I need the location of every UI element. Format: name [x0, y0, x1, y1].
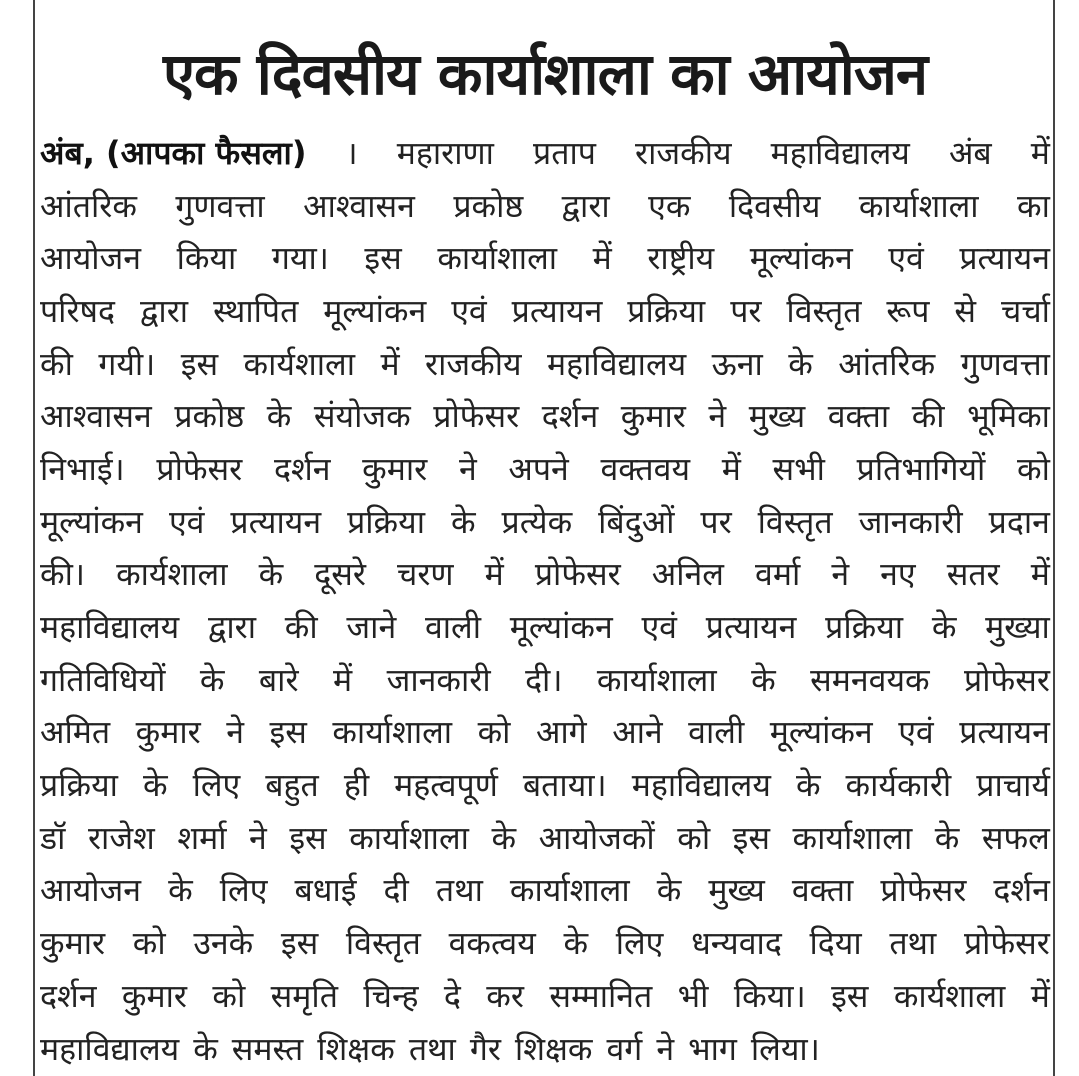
article-word: वाली [688, 713, 745, 752]
article-word: कार्यशाला [893, 976, 1006, 1015]
article-line [40, 126, 1050, 179]
article-word: में [721, 449, 741, 488]
article-word: को [677, 818, 711, 857]
article-word: तथा [889, 924, 937, 963]
article-word: कार्याशाला [349, 818, 469, 857]
article-word: डॉ [40, 818, 66, 857]
article-word: महाविद्यालय [631, 766, 771, 805]
article-word: कार्यशाला [116, 555, 228, 594]
article-word: को [132, 924, 166, 963]
article-word: आंतरिक [838, 344, 936, 383]
article-word: भाग [688, 1029, 737, 1068]
article-word: चर्चा [1001, 291, 1050, 330]
article-word: इस [280, 924, 319, 963]
article-word: विस्तृत [757, 502, 833, 541]
article-word: कार्याशाला [858, 186, 979, 225]
article-line [40, 969, 1050, 1022]
article-word: गया। [271, 239, 329, 278]
article-word: को [477, 713, 511, 752]
article-line [40, 495, 1050, 548]
article-line [40, 337, 1050, 390]
article-word: आश्वासन [40, 397, 152, 436]
article-word: की [911, 397, 945, 436]
article-word: दर्शन [40, 976, 97, 1015]
article-word: ने [226, 713, 244, 752]
article-word: पर [730, 291, 762, 330]
article-word: द्वारा [140, 291, 189, 330]
article-word: चिन्ह [363, 976, 419, 1015]
article-word: महाविद्यालय [40, 608, 180, 647]
article-word: के [931, 608, 957, 647]
article-word: की [40, 344, 73, 383]
article-word: में [333, 660, 353, 699]
article-line [40, 389, 1050, 442]
article-word: ने [656, 1029, 675, 1068]
article-word: कार्याशाला [332, 713, 453, 752]
article-word: बारे [258, 660, 299, 699]
article-word: ने [708, 397, 727, 436]
article-word: में [484, 555, 504, 594]
article-word: के [199, 660, 225, 699]
article-word: शिक्षक [514, 1029, 593, 1068]
article-word: इस [831, 976, 869, 1015]
article-word: वक्तवय [600, 449, 691, 488]
article-word: प्रत्यायन [959, 713, 1050, 752]
article-word: प्रोफेसर [880, 871, 967, 910]
article-word: का [1017, 186, 1050, 225]
article-word: आश्वासन [303, 186, 415, 225]
article-word: बधाई [294, 871, 357, 910]
article-word: महाविद्यालय [40, 1029, 180, 1068]
article-word: मुख्य [748, 397, 806, 436]
article-word: की [284, 608, 318, 647]
article-word: प्रदान [988, 502, 1050, 541]
article-word: दे [443, 976, 461, 1015]
article-word: राजकीय [635, 133, 732, 172]
article-word: वर्ग [606, 1029, 643, 1068]
article-word: प्रोफेसर [964, 660, 1050, 699]
article-word: से [954, 291, 977, 330]
article-word: के [751, 660, 776, 699]
article-line [40, 811, 1050, 864]
article-word: तथा [435, 871, 483, 910]
article-word: संयोजक [313, 397, 411, 436]
article-word: शिक्षक [317, 1029, 395, 1068]
article-line [40, 864, 1050, 917]
article-word: समनवयक [810, 660, 930, 699]
article-line [40, 758, 1050, 811]
article-word: भूमिका [967, 397, 1050, 436]
article-word: समृति [270, 976, 338, 1015]
article-word: एक [648, 186, 691, 225]
article-word: वाली [424, 608, 482, 647]
article-word: कुमार [620, 397, 686, 436]
article-word: में [592, 239, 612, 278]
article-word: मूल्यांकन [749, 239, 853, 278]
article-word: लिए [219, 871, 268, 910]
article-word: राजेश [87, 818, 155, 857]
article-word: के [266, 397, 292, 436]
article-word: सम्मानित [549, 976, 653, 1015]
article-word: प्रोफेसर [534, 555, 621, 594]
article-word: मूल्यांकन [769, 713, 873, 752]
article-word: प्रक्रिया [627, 291, 706, 330]
article-word: परिषद [40, 291, 116, 330]
article-word: प्रक्रिया [825, 608, 904, 647]
article-word: द्वारा [207, 608, 257, 647]
article-word: कार्याशाला [437, 239, 558, 278]
article-word: कार्याशाला [596, 660, 717, 699]
article-line [40, 653, 1050, 706]
article-line [40, 231, 1050, 284]
article-word: इस [269, 713, 307, 752]
article-word: इस [289, 818, 327, 857]
article-word: किया [176, 239, 237, 278]
article-word: गुणवत्ता [960, 344, 1050, 383]
article-line [40, 179, 1050, 232]
article-word: रूप [886, 291, 930, 330]
article-word: कुमार [135, 713, 201, 752]
dateline: अंब, (आपका फैसला) [40, 133, 307, 172]
article-word: के [795, 766, 821, 805]
article-word: गुणवत्ता [175, 186, 265, 225]
article-word: बिंदुओं [598, 502, 675, 541]
article-word: वक्ता [791, 871, 854, 910]
article-word: धन्यवाद [691, 924, 782, 963]
article-word: राजकीय [425, 344, 522, 383]
article-word: इस [364, 239, 402, 278]
article-word: प्रोफेसर [963, 924, 1050, 963]
article-word: में [1030, 976, 1050, 1015]
article-word: प्रक्रिया [40, 766, 118, 805]
article-word: प्रकोष्ठ [453, 186, 524, 225]
article-word: लिया। [750, 1029, 820, 1068]
article-word: जानकारी [386, 660, 491, 699]
article-word: अपने [508, 449, 569, 488]
article-word: कुमार [121, 976, 187, 1015]
article-word: समस्त [231, 1029, 304, 1068]
article-word: ने [831, 555, 850, 594]
article-word: दी [383, 871, 409, 910]
article-word: दूसरे [314, 555, 366, 594]
article-word: आयोजकों [538, 818, 655, 857]
article-word: मूल्यांकन [323, 291, 427, 330]
article-word: प्रत्यायन [230, 502, 322, 541]
article-word: इस [180, 344, 219, 383]
article-word: के [450, 502, 476, 541]
article-word: सभी [772, 449, 825, 488]
article-word: लिए [192, 766, 241, 805]
article-word: ने [249, 818, 267, 857]
article-line [40, 284, 1050, 337]
article-word: अंब [948, 133, 992, 172]
article-word: शर्मा [177, 818, 227, 857]
article-word: के [934, 818, 960, 857]
article-word: मुख्य [708, 871, 765, 910]
article-word: इस [732, 818, 770, 857]
article-word: जानकारी [858, 502, 963, 541]
article-word: प्रत्येक [501, 502, 573, 541]
article-word: प्रकोष्ठ [174, 397, 245, 436]
headline: एक दिवसीय कार्याशाला का आयोजन [162, 40, 928, 108]
article-word: अमित [40, 713, 111, 752]
article-word: एवं [898, 713, 934, 752]
article-word: । [345, 133, 358, 172]
article-word: आगे [535, 713, 587, 752]
article-word: वर्मा [755, 555, 801, 594]
article-word: प्रक्रिया [347, 502, 425, 541]
article-word: निभाई। [40, 449, 125, 488]
article-word: दर्शन [993, 871, 1050, 910]
article-word: दर्शन [273, 449, 331, 488]
article-word: एवं [641, 608, 677, 647]
article-word: भी [677, 976, 709, 1015]
article-word: प्रत्यायन [959, 239, 1050, 278]
article-word: दर्शन [541, 397, 599, 436]
article-word: द्वारा [561, 186, 610, 225]
article-word: कार्यकारी [845, 766, 952, 805]
article-word: एवं [888, 239, 924, 278]
article-word: दिया [809, 924, 862, 963]
article-word: प्रताप [533, 133, 596, 172]
article-line [40, 1022, 1050, 1075]
article-word: में [1030, 133, 1050, 172]
article-word: चरण [397, 555, 454, 594]
article-word: सतर [946, 555, 1000, 594]
article-line [40, 442, 1050, 495]
article-word: कुमार [40, 924, 106, 963]
article-line [40, 706, 1050, 759]
article-word: विस्तृत [345, 924, 421, 963]
article-word: ही [343, 766, 370, 805]
article-word: बहुत [265, 766, 319, 805]
article-word: महाविद्यालय [547, 344, 687, 383]
article-word: गयी। [98, 344, 156, 383]
article-word: की। [40, 555, 85, 594]
article-word: प्रत्यायन [705, 608, 797, 647]
article-word: आयोजन [40, 871, 142, 910]
article-word: एवं [451, 291, 487, 330]
article-word: एवं [168, 502, 205, 541]
article-word: कार्याशाला [509, 871, 630, 910]
article-word: कार्याशाला [792, 818, 913, 857]
article-word: बताया। [522, 766, 607, 805]
article-word: गतिविधियों [40, 660, 166, 699]
article-word: के [142, 766, 168, 805]
article-body [40, 126, 1050, 1074]
article-word: मूल्यांकन [40, 502, 143, 541]
article-word: प्राचार्य [976, 766, 1050, 805]
article-word: वकत्वय [448, 924, 536, 963]
article-line [40, 548, 1050, 601]
article-word: राष्ट्रीय [647, 239, 715, 278]
article-word: पर [700, 502, 732, 541]
article-word: के [258, 555, 284, 594]
article-word: नए [880, 555, 916, 594]
article-word: अनिल [651, 555, 724, 594]
article-word: कर [486, 976, 524, 1015]
article-word: के [168, 871, 193, 910]
article-line [40, 600, 1050, 653]
article-word: में [380, 344, 400, 383]
article-word: महाविद्यालय [770, 133, 910, 172]
article-word: किया। [733, 976, 806, 1015]
article-word: दी। [525, 660, 563, 699]
article-word: प्रत्यायन [511, 291, 603, 330]
article-word: स्थापित [213, 291, 299, 330]
article-word: सफल [981, 818, 1050, 857]
article-word: महाराणा [396, 133, 494, 172]
article-word: को [1017, 449, 1050, 488]
article-word: कुमार [362, 449, 428, 488]
article-word: कार्यशाला [243, 344, 356, 383]
article-word: में [1030, 555, 1050, 594]
article-word: के [491, 818, 517, 857]
article-word: वक्ता [827, 397, 890, 436]
article-word: ने [458, 449, 477, 488]
article-word: के [193, 1029, 218, 1068]
article-word: प्रोफेसर [156, 449, 243, 488]
article-word: आने [612, 713, 663, 752]
article-word: आयोजन [40, 239, 142, 278]
article-word: आंतरिक [40, 186, 137, 225]
article-word: प्रोफेसर [433, 397, 520, 436]
article-word: मुख्या [985, 608, 1050, 647]
article-word: गैर [469, 1029, 501, 1068]
article-word: जाने [346, 608, 397, 647]
article-word: तथा [408, 1029, 456, 1068]
article-word: मूल्यांकन [509, 608, 613, 647]
article-word: के [563, 924, 589, 963]
article-word: ऊना [711, 344, 763, 383]
article-line [40, 916, 1050, 969]
article-word: महत्वपूर्ण [394, 766, 498, 805]
article-word: लिए [615, 924, 664, 963]
article-word: विस्तृत [786, 291, 862, 330]
article-word: के [788, 344, 813, 383]
article-word: उनके [193, 924, 254, 963]
article-word: के [656, 871, 682, 910]
article-word: दिवसीय [728, 186, 821, 225]
article-word: प्रतिभागियों [856, 449, 986, 488]
article-word: को [212, 976, 246, 1015]
